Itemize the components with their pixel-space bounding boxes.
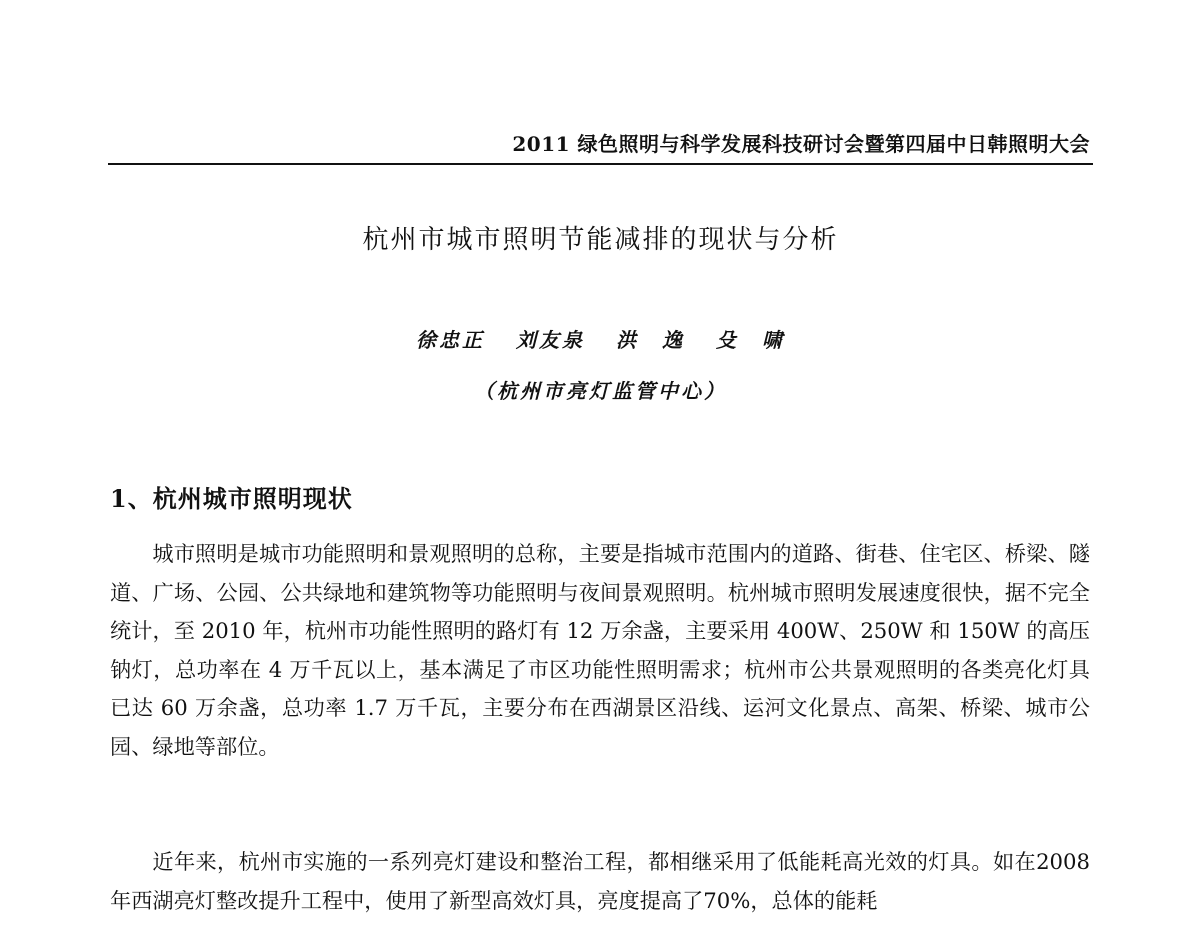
running-header: 2011 绿色照明与科学发展科技研讨会暨第四届中日韩照明大会	[512, 132, 1090, 156]
body-paragraph: 近年来，杭州市实施的一系列亮灯建设和整治工程，都相继采用了低能耗高光效的灯具。如在2008年西湖亮灯整改提升工程中，使用了新型高效灯具，亮度提高了70%，总体的能耗	[110, 849, 1090, 913]
author-list	[108, 325, 1093, 355]
author-name: 刘友泉	[516, 328, 586, 352]
section-heading: 1、杭州城市照明现状	[110, 484, 353, 513]
author-name: 徐忠正	[416, 328, 486, 352]
author-name: 洪 逸	[615, 328, 685, 352]
author-name: 殳 啸	[715, 328, 785, 352]
header-rule	[108, 163, 1093, 165]
body-paragraph: 城市照明是城市功能照明和景观照明的总称，主要是指城市范围内的道路、街巷、住宅区、桥梁、隧道、广场、公园、公共绿地和建筑物等功能照明与夜间景观照明。杭州城市照明发展速度很快，据不完全统计，至 2010 年，杭州市功能性照明的路灯有 12 万余盏，主要采用 400W、250W 和 150W 的高压钠灯，总功率在 4 万千瓦以上，基本满足了市区功能性照明需求；杭州市公共景观照明的各类亮化灯具已达 60 万余盏，总功率 1.7 万千瓦，主要分布在西湖景区沿线、运河文化景点、高架、桥梁、城市公园、绿地等部位。	[110, 541, 1090, 759]
paper-title: 杭州市城市照明节能减排的现状与分析	[362, 225, 839, 255]
author-affiliation: （杭州市亮灯监管中心）	[474, 379, 727, 403]
